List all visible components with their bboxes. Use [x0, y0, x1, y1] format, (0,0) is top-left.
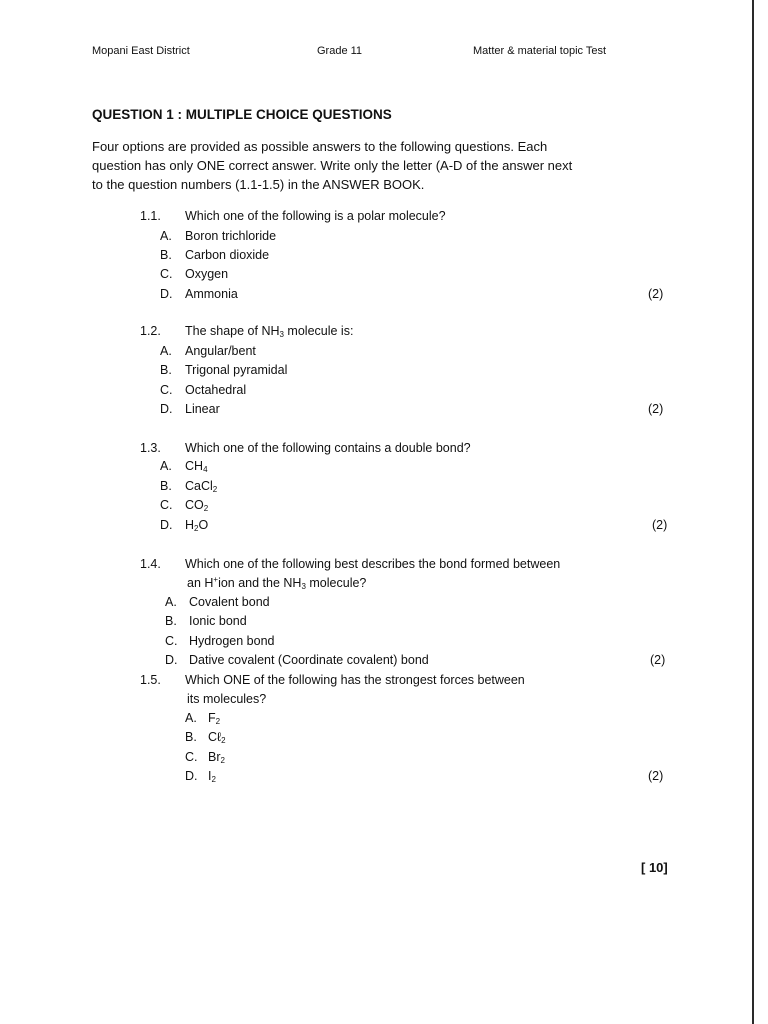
option-text: Octahedral — [185, 383, 247, 397]
instructions — [92, 137, 682, 194]
instructions-line: to the question numbers (1.1-1.5) in the ANSWER BOOK. — [92, 177, 425, 192]
option-letter: C. — [160, 383, 173, 397]
option-letter: B. — [160, 248, 172, 262]
marks-label: (2) — [652, 518, 668, 532]
question-text-continued: an H+ion and the $NH_3$ molecule? — [187, 575, 367, 591]
option-letter: A. — [185, 711, 197, 725]
option-letter: B. — [160, 479, 172, 493]
page-edge-line — [752, 0, 754, 1024]
option-letter: A. — [165, 595, 177, 609]
option-letter: A. — [160, 459, 172, 473]
instructions-line: Four options are provided as possible answers to the following questions. Each — [92, 139, 548, 154]
option-text: Ionic bond — [189, 614, 247, 628]
option-letter: C. — [160, 267, 173, 281]
option-text: Angular/bent — [185, 344, 256, 358]
question-text: Which ONE of the following has the strongest forces between — [185, 673, 525, 687]
total-marks: [ 10] — [641, 860, 668, 875]
option-text: Dative covalent (Coordinate covalent) bond — [189, 653, 429, 667]
question-text: Which one of the following is a polar molecule? — [185, 209, 446, 223]
option-text: $H_2O$ — [185, 518, 209, 533]
question-heading: QUESTION 1 : MULTIPLE CHOICE QUESTIONS — [92, 107, 392, 122]
question-number: 1.1. — [140, 209, 161, 223]
header-district: Mopani East District — [92, 45, 190, 57]
question-number: 1.4. — [140, 557, 161, 571]
marks-label: (2) — [648, 287, 664, 301]
question-text: Which one of the following contains a double bond? — [185, 441, 471, 455]
option-text: $I_2$ — [208, 769, 216, 784]
marks-label: (2) — [648, 769, 664, 783]
marks-label: (2) — [648, 402, 664, 416]
option-text: CaCl$_2$ — [185, 479, 218, 494]
option-text: $CO_2$ — [185, 498, 209, 513]
option-text: Hydrogen bond — [189, 634, 275, 648]
question-text-continued: its molecules? — [187, 692, 267, 706]
question-number: 1.3. — [140, 441, 161, 455]
option-text: $CH_4$ — [185, 459, 208, 474]
option-text: Covalent bond — [189, 595, 270, 609]
option-text: Linear — [185, 402, 220, 416]
option-text: Trigonal pyramidal — [185, 363, 288, 377]
option-letter: D. — [160, 402, 173, 416]
option-letter: C. — [185, 750, 198, 764]
option-letter: C. — [160, 498, 173, 512]
option-letter: B. — [185, 730, 197, 744]
option-letter: A. — [160, 229, 172, 243]
option-text: Oxygen — [185, 267, 229, 281]
option-letter: A. — [160, 344, 172, 358]
option-letter: B. — [160, 363, 172, 377]
option-letter: D. — [165, 653, 178, 667]
option-text: Boron trichloride — [185, 229, 277, 243]
option-letter: D. — [160, 518, 173, 532]
option-text: Cℓ$_2$ — [208, 730, 226, 745]
question-text: Which one of the following best describes the bond formed between — [185, 557, 561, 571]
marks-label: (2) — [650, 653, 666, 667]
option-text: $F_2$ — [208, 711, 221, 726]
header-grade: Grade 11 — [317, 45, 363, 57]
option-text: Ammonia — [185, 287, 238, 301]
option-letter: B. — [165, 614, 177, 628]
header-topic: Matter & material topic Test — [473, 45, 607, 57]
option-letter: D. — [160, 287, 173, 301]
option-letter: D. — [185, 769, 198, 783]
question-number: 1.5. — [140, 673, 161, 687]
instructions-line: question has only ONE correct answer. Write only the letter (A-D of the answer next — [92, 158, 573, 173]
option-text: $Br_2$ — [208, 750, 225, 765]
option-letter: C. — [165, 634, 178, 648]
question-text: The shape of $NH_3$ molecule is: — [185, 324, 354, 339]
option-text: Carbon dioxide — [185, 248, 270, 262]
question-number: 1.2. — [140, 324, 161, 338]
